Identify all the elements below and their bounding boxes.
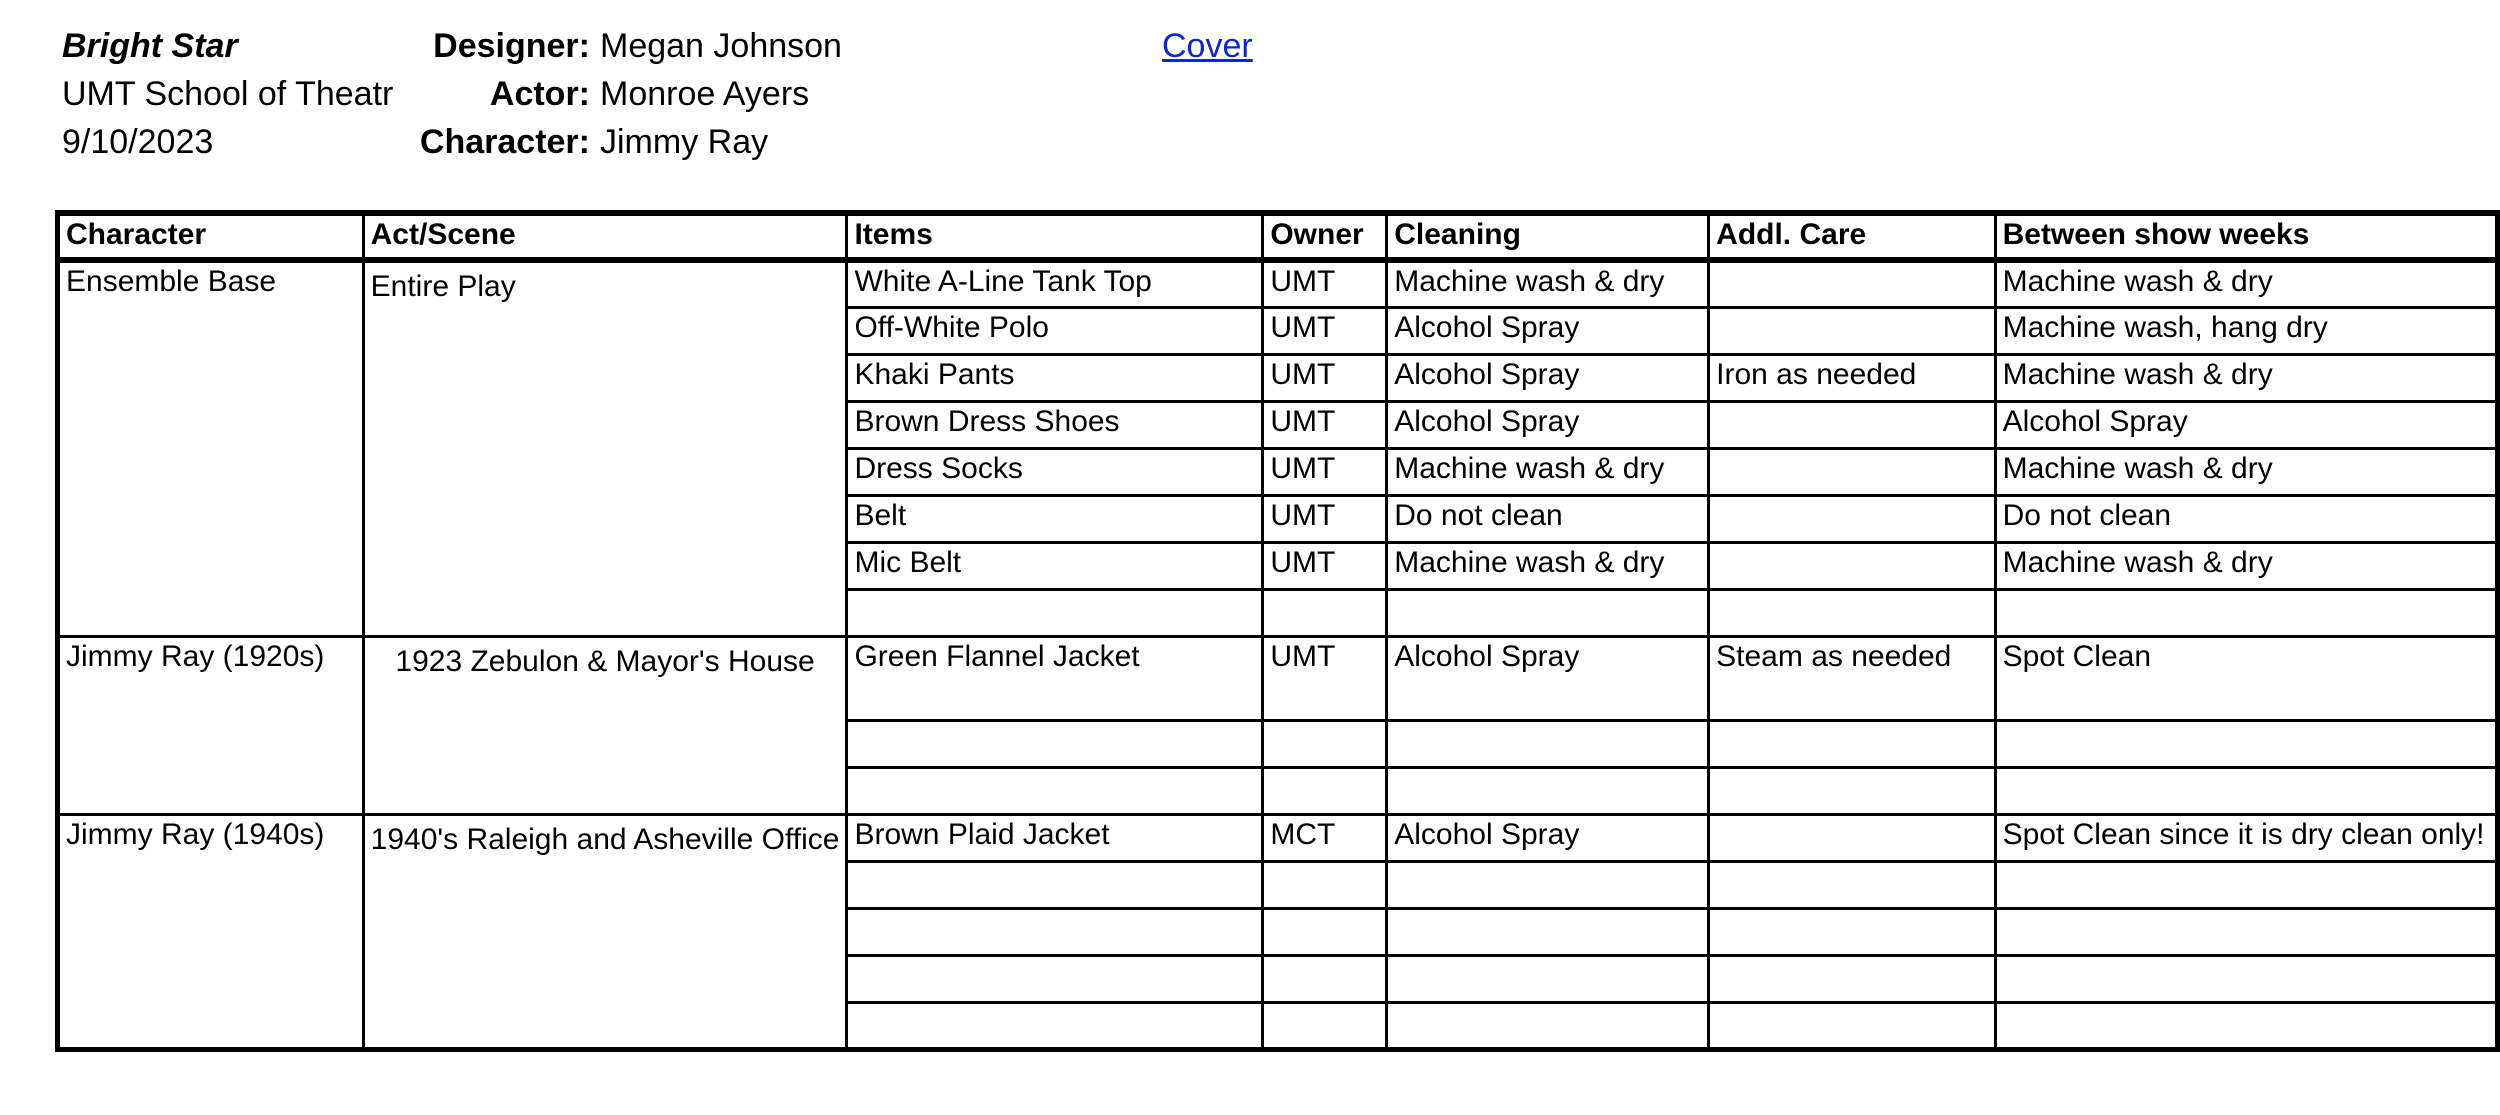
cell-item[interactable]: Brown Dress Shoes (847, 401, 1263, 448)
cell-character[interactable]: Jimmy Ray (1920s) (58, 636, 364, 814)
cell-act-scene[interactable]: 1923 Zebulon & Mayor's House (363, 636, 847, 814)
cell-addl-care[interactable] (1709, 401, 1995, 448)
cell-between-show-weeks[interactable] (1995, 1002, 2497, 1049)
cell-cleaning[interactable] (1387, 955, 1709, 1002)
cell-addl-care[interactable] (1709, 307, 1995, 354)
cell-item[interactable]: Green Flannel Jacket (847, 636, 1263, 720)
cell-addl-care[interactable] (1709, 1002, 1995, 1049)
character-label: Character: (419, 123, 590, 161)
cell-owner[interactable]: MCT (1263, 814, 1387, 861)
cell-cleaning[interactable]: Machine wash & dry (1387, 448, 1709, 495)
cover-link[interactable]: Cover (1162, 27, 1253, 65)
cell-cleaning[interactable] (1387, 908, 1709, 955)
cell-addl-care[interactable] (1709, 720, 1995, 767)
col-header-items: Items (847, 213, 1263, 260)
cell-item[interactable] (847, 861, 1263, 908)
cell-between-show-weeks[interactable]: Machine wash & dry (1995, 448, 2497, 495)
col-header-owner: Owner (1263, 213, 1387, 260)
cell-act-scene[interactable]: Entire Play (363, 260, 847, 636)
cell-between-show-weeks[interactable]: Machine wash, hang dry (1995, 307, 2497, 354)
col-header-between-show-weeks: Between show weeks (1995, 213, 2497, 260)
cell-owner[interactable]: UMT (1263, 307, 1387, 354)
cell-owner[interactable]: UMT (1263, 354, 1387, 401)
cell-item[interactable] (847, 1002, 1263, 1049)
cell-between-show-weeks[interactable] (1995, 861, 2497, 908)
cell-between-show-weeks[interactable]: Do not clean (1995, 495, 2497, 542)
cell-item[interactable] (847, 908, 1263, 955)
cell-addl-care[interactable] (1709, 955, 1995, 1002)
cell-character[interactable]: Ensemble Base (58, 260, 364, 636)
cell-cleaning[interactable] (1387, 1002, 1709, 1049)
cell-character[interactable]: Jimmy Ray (1940s) (58, 814, 364, 1049)
actor-name: Monroe Ayers (600, 75, 810, 113)
table-row (58, 636, 2498, 720)
cell-item[interactable] (847, 767, 1263, 814)
cell-owner[interactable] (1263, 589, 1387, 636)
cell-between-show-weeks[interactable]: Machine wash & dry (1995, 354, 2497, 401)
cell-owner[interactable] (1263, 767, 1387, 814)
cell-cleaning[interactable]: Alcohol Spray (1387, 401, 1709, 448)
show-title: Bright Star (62, 27, 238, 65)
cell-addl-care[interactable] (1709, 542, 1995, 589)
cell-owner[interactable] (1263, 861, 1387, 908)
cell-owner[interactable] (1263, 908, 1387, 955)
cell-cleaning[interactable]: Machine wash & dry (1387, 260, 1709, 307)
cell-cleaning[interactable]: Machine wash & dry (1387, 542, 1709, 589)
cell-addl-care[interactable] (1709, 495, 1995, 542)
date: 9/10/2023 (62, 123, 214, 161)
cell-between-show-weeks[interactable]: Machine wash & dry (1995, 542, 2497, 589)
cell-between-show-weeks[interactable] (1995, 955, 2497, 1002)
cell-item[interactable]: Belt (847, 495, 1263, 542)
cell-cleaning[interactable]: Alcohol Spray (1387, 814, 1709, 861)
costume-care-table (55, 210, 2500, 1052)
cell-cleaning[interactable] (1387, 720, 1709, 767)
cell-addl-care[interactable] (1709, 767, 1995, 814)
cell-owner[interactable]: UMT (1263, 495, 1387, 542)
cell-addl-care[interactable] (1709, 260, 1995, 307)
cell-item[interactable] (847, 589, 1263, 636)
cell-item[interactable] (847, 720, 1263, 767)
cell-between-show-weeks[interactable] (1995, 767, 2497, 814)
cell-item[interactable]: White A-Line Tank Top (847, 260, 1263, 307)
cell-item[interactable]: Mic Belt (847, 542, 1263, 589)
cell-owner[interactable] (1263, 955, 1387, 1002)
cell-addl-care[interactable]: Iron as needed (1709, 354, 1995, 401)
table-row (58, 260, 2498, 307)
character-name: Jimmy Ray (600, 123, 769, 161)
cell-addl-care[interactable] (1709, 861, 1995, 908)
cell-cleaning[interactable]: Alcohol Spray (1387, 307, 1709, 354)
cell-item[interactable]: Dress Socks (847, 448, 1263, 495)
cell-between-show-weeks[interactable]: Alcohol Spray (1995, 401, 2497, 448)
table-header-row (58, 213, 2498, 260)
cell-between-show-weeks[interactable] (1995, 908, 2497, 955)
cell-between-show-weeks[interactable]: Machine wash & dry (1995, 260, 2497, 307)
cell-owner[interactable]: UMT (1263, 448, 1387, 495)
cell-owner[interactable] (1263, 1002, 1387, 1049)
col-header-addl-care: Addl. Care (1709, 213, 1995, 260)
cell-item[interactable] (847, 955, 1263, 1002)
col-header-act-scene: Act/Scene (363, 213, 847, 260)
cell-cleaning[interactable]: Do not clean (1387, 495, 1709, 542)
cell-cleaning[interactable]: Alcohol Spray (1387, 354, 1709, 401)
cell-item[interactable]: Brown Plaid Jacket (847, 814, 1263, 861)
cell-item[interactable]: Off-White Polo (847, 307, 1263, 354)
cell-addl-care[interactable] (1709, 814, 1995, 861)
cell-act-scene[interactable]: 1940's Raleigh and Asheville Office (363, 814, 847, 1049)
designer-name: Megan Johnson (600, 27, 842, 65)
cell-cleaning[interactable]: Alcohol Spray (1387, 636, 1709, 720)
cell-cleaning[interactable] (1387, 589, 1709, 636)
cell-between-show-weeks[interactable]: Spot Clean (1995, 636, 2497, 720)
col-header-cleaning: Cleaning (1387, 213, 1709, 260)
cell-owner[interactable]: UMT (1263, 542, 1387, 589)
cell-owner[interactable]: UMT (1263, 260, 1387, 307)
cell-owner[interactable] (1263, 720, 1387, 767)
cell-between-show-weeks[interactable] (1995, 720, 2497, 767)
cell-between-show-weeks[interactable]: Spot Clean since it is dry clean only! (1995, 814, 2497, 861)
col-header-character: Character (58, 213, 364, 260)
cell-addl-care[interactable] (1709, 448, 1995, 495)
school-name: UMT School of Theatr (62, 75, 394, 113)
cell-addl-care[interactable] (1709, 908, 1995, 955)
cell-item[interactable]: Khaki Pants (847, 354, 1263, 401)
actor-label: Actor: (489, 75, 590, 113)
cell-cleaning[interactable] (1387, 861, 1709, 908)
designer-label: Designer: (433, 27, 590, 65)
cell-addl-care[interactable]: Steam as needed (1709, 636, 1995, 720)
cell-addl-care[interactable] (1709, 589, 1995, 636)
cell-cleaning[interactable] (1387, 767, 1709, 814)
cell-between-show-weeks[interactable] (1995, 589, 2497, 636)
cell-owner[interactable]: UMT (1263, 636, 1387, 720)
cell-owner[interactable]: UMT (1263, 401, 1387, 448)
table-row (58, 814, 2498, 861)
